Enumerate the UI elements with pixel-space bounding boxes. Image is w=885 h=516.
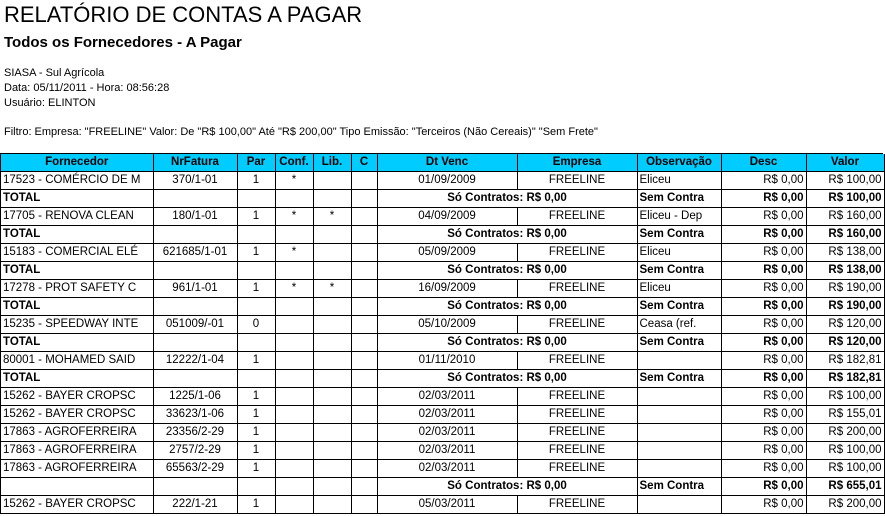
table-row[interactable]	[1, 424, 884, 442]
cell-lib	[313, 316, 351, 334]
total-valor: R$ 182,81	[806, 370, 884, 388]
cell-valor: R$ 100,00	[806, 388, 884, 406]
total-desc: R$ 0,00	[721, 334, 806, 352]
cell-lib	[313, 424, 351, 442]
total-so-contratos: Só Contratos: R$ 0,00	[377, 190, 637, 208]
cell-par: 1	[237, 352, 275, 370]
total-blank-par	[237, 190, 275, 208]
total-blank-nrfatura	[153, 298, 237, 316]
total-blank-par	[237, 478, 275, 496]
total-desc: R$ 0,00	[721, 478, 806, 496]
total-label: TOTAL	[1, 262, 153, 280]
cell-nrfatura: 33623/1-06	[153, 406, 237, 424]
total-label: TOTAL	[1, 226, 153, 244]
column-header-empresa[interactable]: Empresa	[517, 154, 637, 172]
cell-fornecedor: 17705 - RENOVA CLEAN	[1, 208, 153, 226]
cell-par: 1	[237, 442, 275, 460]
cell-conf: *	[275, 280, 313, 298]
table-row[interactable]	[1, 352, 884, 370]
total-blank-par	[237, 298, 275, 316]
cell-valor: R$ 160,00	[806, 208, 884, 226]
total-valor: R$ 655,01	[806, 478, 884, 496]
cell-dtvenc: 05/03/2011	[377, 496, 517, 514]
column-header-nrfatura[interactable]: NrFatura	[153, 154, 237, 172]
report-table-container	[0, 153, 883, 514]
cell-desc: R$ 0,00	[721, 352, 806, 370]
cell-nrfatura: 621685/1-01	[153, 244, 237, 262]
report-datetime: Data: 05/11/2011 - Hora: 08:56:28	[4, 82, 170, 94]
total-label	[1, 478, 153, 496]
total-blank-nrfatura	[153, 262, 237, 280]
cell-nrfatura: 370/1-01	[153, 172, 237, 190]
total-so-contratos: Só Contratos: R$ 0,00	[377, 262, 637, 280]
table-row[interactable]	[1, 406, 884, 424]
table-total-row[interactable]	[1, 190, 884, 208]
cell-c	[351, 172, 377, 190]
report-table	[1, 154, 885, 514]
cell-fornecedor: 15235 - SPEEDWAY INTE	[1, 316, 153, 334]
cell-valor: R$ 155,01	[806, 406, 884, 424]
column-header-desc[interactable]: Desc	[721, 154, 806, 172]
filter-description: Filtro: Empresa: "FREELINE" Valor: De "R$ 100,00" Até "R$ 200,00" Tipo Emissão: "Terceiros (Não Cereais)" "Sem Frete"	[4, 126, 598, 138]
cell-fornecedor: 15183 - COMERCIAL ELÉ	[1, 244, 153, 262]
cell-valor: R$ 200,00	[806, 424, 884, 442]
cell-observacao: Eliceu - Dep	[637, 208, 721, 226]
cell-lib	[313, 172, 351, 190]
column-header-lib[interactable]: Lib.	[313, 154, 351, 172]
total-blank-conf	[275, 226, 313, 244]
total-blank-c	[351, 478, 377, 496]
cell-empresa: FREELINE	[517, 208, 637, 226]
cell-lib	[313, 244, 351, 262]
total-blank-lib	[313, 226, 351, 244]
total-blank-c	[351, 370, 377, 388]
total-valor: R$ 120,00	[806, 334, 884, 352]
total-blank-c	[351, 226, 377, 244]
total-blank-conf	[275, 478, 313, 496]
total-label: TOTAL	[1, 370, 153, 388]
total-blank-par	[237, 226, 275, 244]
table-header	[1, 154, 884, 172]
cell-fornecedor: 17863 - AGROFERREIRA	[1, 460, 153, 478]
total-blank-conf	[275, 298, 313, 316]
total-blank-lib	[313, 298, 351, 316]
column-header-dtvenc[interactable]: Dt Venc	[377, 154, 517, 172]
cell-desc: R$ 0,00	[721, 460, 806, 478]
cell-lib	[313, 388, 351, 406]
cell-fornecedor: 17523 - COMÉRCIO DE M	[1, 172, 153, 190]
total-observacao: Sem Contra	[637, 190, 721, 208]
cell-par: 0	[237, 316, 275, 334]
cell-c	[351, 442, 377, 460]
table-row[interactable]	[1, 442, 884, 460]
total-blank-c	[351, 262, 377, 280]
cell-c	[351, 460, 377, 478]
total-blank-nrfatura	[153, 370, 237, 388]
cell-desc: R$ 0,00	[721, 424, 806, 442]
report-page	[0, 2, 885, 516]
cell-empresa: FREELINE	[517, 280, 637, 298]
total-observacao: Sem Contra	[637, 262, 721, 280]
cell-par: 1	[237, 424, 275, 442]
total-blank-lib	[313, 478, 351, 496]
table-row[interactable]	[1, 316, 884, 334]
column-header-conf[interactable]: Conf.	[275, 154, 313, 172]
cell-lib	[313, 442, 351, 460]
cell-dtvenc: 16/09/2009	[377, 280, 517, 298]
total-blank-par	[237, 370, 275, 388]
cell-dtvenc: 02/03/2011	[377, 460, 517, 478]
total-label: TOTAL	[1, 334, 153, 352]
cell-c	[351, 244, 377, 262]
column-header-par[interactable]: Par	[237, 154, 275, 172]
total-blank-lib	[313, 262, 351, 280]
total-label: TOTAL	[1, 190, 153, 208]
cell-observacao	[637, 496, 721, 514]
cell-dtvenc: 04/09/2009	[377, 208, 517, 226]
cell-empresa: FREELINE	[517, 424, 637, 442]
cell-empresa: FREELINE	[517, 172, 637, 190]
table-body	[1, 172, 884, 514]
cell-par: 1	[237, 244, 275, 262]
cell-empresa: FREELINE	[517, 496, 637, 514]
cell-nrfatura: 1225/1-06	[153, 388, 237, 406]
total-desc: R$ 0,00	[721, 262, 806, 280]
table-row[interactable]	[1, 388, 884, 406]
cell-nrfatura: 23356/2-29	[153, 424, 237, 442]
table-total-row[interactable]	[1, 478, 884, 496]
total-valor: R$ 138,00	[806, 262, 884, 280]
cell-empresa: FREELINE	[517, 244, 637, 262]
cell-desc: R$ 0,00	[721, 442, 806, 460]
cell-par: 1	[237, 460, 275, 478]
cell-par: 1	[237, 208, 275, 226]
cell-empresa: FREELINE	[517, 442, 637, 460]
cell-valor: R$ 120,00	[806, 316, 884, 334]
page-subtitle: Todos os Fornecedores - A Pagar	[4, 34, 242, 51]
cell-observacao: Eliceu	[637, 244, 721, 262]
cell-fornecedor: 17278 - PROT SAFETY C	[1, 280, 153, 298]
total-blank-nrfatura	[153, 226, 237, 244]
table-total-row[interactable]	[1, 262, 884, 280]
cell-fornecedor: 17863 - AGROFERREIRA	[1, 424, 153, 442]
cell-fornecedor: 80001 - MOHAMED SAID	[1, 352, 153, 370]
cell-empresa: FREELINE	[517, 352, 637, 370]
cell-desc: R$ 0,00	[721, 244, 806, 262]
total-so-contratos: Só Contratos: R$ 0,00	[377, 478, 637, 496]
cell-observacao	[637, 406, 721, 424]
cell-nrfatura: 12222/1-04	[153, 352, 237, 370]
cell-dtvenc: 02/03/2011	[377, 424, 517, 442]
cell-par: 1	[237, 388, 275, 406]
total-blank-conf	[275, 334, 313, 352]
cell-fornecedor: 15262 - BAYER CROPSC	[1, 496, 153, 514]
total-blank-nrfatura	[153, 478, 237, 496]
cell-valor: R$ 100,00	[806, 442, 884, 460]
cell-conf	[275, 496, 313, 514]
table-header-row	[1, 154, 884, 172]
cell-conf	[275, 424, 313, 442]
cell-desc: R$ 0,00	[721, 280, 806, 298]
cell-c	[351, 496, 377, 514]
total-blank-lib	[313, 334, 351, 352]
cell-dtvenc: 01/11/2010	[377, 352, 517, 370]
total-valor: R$ 160,00	[806, 226, 884, 244]
cell-par: 1	[237, 496, 275, 514]
cell-fornecedor: 15262 - BAYER CROPSC	[1, 406, 153, 424]
total-blank-lib	[313, 370, 351, 388]
cell-dtvenc: 01/09/2009	[377, 172, 517, 190]
total-observacao: Sem Contra	[637, 226, 721, 244]
cell-nrfatura: 2757/2-29	[153, 442, 237, 460]
cell-valor: R$ 100,00	[806, 460, 884, 478]
total-blank-c	[351, 334, 377, 352]
total-so-contratos: Só Contratos: R$ 0,00	[377, 370, 637, 388]
cell-c	[351, 352, 377, 370]
total-so-contratos: Só Contratos: R$ 0,00	[377, 298, 637, 316]
cell-nrfatura: 180/1-01	[153, 208, 237, 226]
total-desc: R$ 0,00	[721, 370, 806, 388]
cell-lib	[313, 496, 351, 514]
cell-nrfatura: 051009/-01	[153, 316, 237, 334]
cell-observacao	[637, 352, 721, 370]
total-blank-nrfatura	[153, 334, 237, 352]
cell-lib	[313, 460, 351, 478]
cell-lib	[313, 406, 351, 424]
cell-conf: *	[275, 172, 313, 190]
cell-conf	[275, 406, 313, 424]
cell-desc: R$ 0,00	[721, 172, 806, 190]
table-row[interactable]	[1, 496, 884, 514]
total-observacao: Sem Contra	[637, 298, 721, 316]
cell-valor: R$ 190,00	[806, 280, 884, 298]
cell-dtvenc: 02/03/2011	[377, 442, 517, 460]
total-desc: R$ 0,00	[721, 226, 806, 244]
total-desc: R$ 0,00	[721, 298, 806, 316]
total-blank-nrfatura	[153, 190, 237, 208]
cell-observacao	[637, 424, 721, 442]
cell-valor: R$ 182,81	[806, 352, 884, 370]
total-blank-conf	[275, 370, 313, 388]
total-blank-c	[351, 298, 377, 316]
cell-c	[351, 388, 377, 406]
cell-fornecedor: 17863 - AGROFERREIRA	[1, 442, 153, 460]
cell-c	[351, 424, 377, 442]
cell-empresa: FREELINE	[517, 406, 637, 424]
cell-lib: *	[313, 208, 351, 226]
total-valor: R$ 100,00	[806, 190, 884, 208]
cell-fornecedor: 15262 - BAYER CROPSC	[1, 388, 153, 406]
page-title: RELATÓRIO DE CONTAS A PAGAR	[4, 2, 363, 27]
cell-dtvenc: 05/09/2009	[377, 244, 517, 262]
table-total-row[interactable]	[1, 298, 884, 316]
table-row[interactable]	[1, 208, 884, 226]
cell-desc: R$ 0,00	[721, 316, 806, 334]
total-observacao: Sem Contra	[637, 334, 721, 352]
total-observacao: Sem Contra	[637, 478, 721, 496]
table-row[interactable]	[1, 280, 884, 298]
cell-observacao	[637, 460, 721, 478]
cell-observacao: Eliceu	[637, 172, 721, 190]
cell-desc: R$ 0,00	[721, 208, 806, 226]
cell-conf	[275, 316, 313, 334]
cell-desc: R$ 0,00	[721, 496, 806, 514]
total-desc: R$ 0,00	[721, 190, 806, 208]
table-total-row[interactable]	[1, 370, 884, 388]
cell-valor: R$ 100,00	[806, 172, 884, 190]
cell-observacao: Eliceu	[637, 280, 721, 298]
total-blank-par	[237, 334, 275, 352]
table-row[interactable]	[1, 172, 884, 190]
cell-conf	[275, 352, 313, 370]
report-meta	[4, 66, 885, 111]
total-blank-c	[351, 190, 377, 208]
cell-c	[351, 406, 377, 424]
total-label: TOTAL	[1, 298, 153, 316]
column-header-fornecedor[interactable]: Fornecedor	[1, 154, 153, 172]
cell-par: 1	[237, 280, 275, 298]
cell-valor: R$ 138,00	[806, 244, 884, 262]
cell-c	[351, 316, 377, 334]
cell-valor: R$ 200,00	[806, 496, 884, 514]
cell-empresa: FREELINE	[517, 460, 637, 478]
cell-desc: R$ 0,00	[721, 388, 806, 406]
cell-conf: *	[275, 208, 313, 226]
column-header-valor[interactable]: Valor	[806, 154, 884, 172]
company-name: SIASA - Sul Agrícola	[4, 67, 105, 79]
cell-observacao: Ceasa (ref.	[637, 316, 721, 334]
total-so-contratos: Só Contratos: R$ 0,00	[377, 226, 637, 244]
total-blank-conf	[275, 190, 313, 208]
cell-observacao	[637, 388, 721, 406]
table-total-row[interactable]	[1, 226, 884, 244]
column-header-c[interactable]: C	[351, 154, 377, 172]
total-observacao: Sem Contra	[637, 370, 721, 388]
total-blank-conf	[275, 262, 313, 280]
cell-c	[351, 208, 377, 226]
total-blank-lib	[313, 190, 351, 208]
cell-conf: *	[275, 244, 313, 262]
cell-conf	[275, 460, 313, 478]
cell-nrfatura: 222/1-21	[153, 496, 237, 514]
cell-nrfatura: 65563/2-29	[153, 460, 237, 478]
cell-nrfatura: 961/1-01	[153, 280, 237, 298]
cell-empresa: FREELINE	[517, 316, 637, 334]
table-row[interactable]	[1, 460, 884, 478]
cell-desc: R$ 0,00	[721, 406, 806, 424]
table-total-row[interactable]	[1, 334, 884, 352]
cell-conf	[275, 388, 313, 406]
cell-dtvenc: 05/10/2009	[377, 316, 517, 334]
cell-lib	[313, 352, 351, 370]
cell-conf	[275, 442, 313, 460]
column-header-observacao[interactable]: Observação	[637, 154, 721, 172]
cell-dtvenc: 02/03/2011	[377, 388, 517, 406]
report-user: Usuário: ELINTON	[4, 97, 96, 109]
table-row[interactable]	[1, 244, 884, 262]
cell-c	[351, 280, 377, 298]
cell-par: 1	[237, 406, 275, 424]
total-blank-par	[237, 262, 275, 280]
total-valor: R$ 190,00	[806, 298, 884, 316]
cell-par: 1	[237, 172, 275, 190]
cell-lib: *	[313, 280, 351, 298]
cell-dtvenc: 02/03/2011	[377, 406, 517, 424]
cell-observacao	[637, 442, 721, 460]
total-so-contratos: Só Contratos: R$ 0,00	[377, 334, 637, 352]
cell-empresa: FREELINE	[517, 388, 637, 406]
